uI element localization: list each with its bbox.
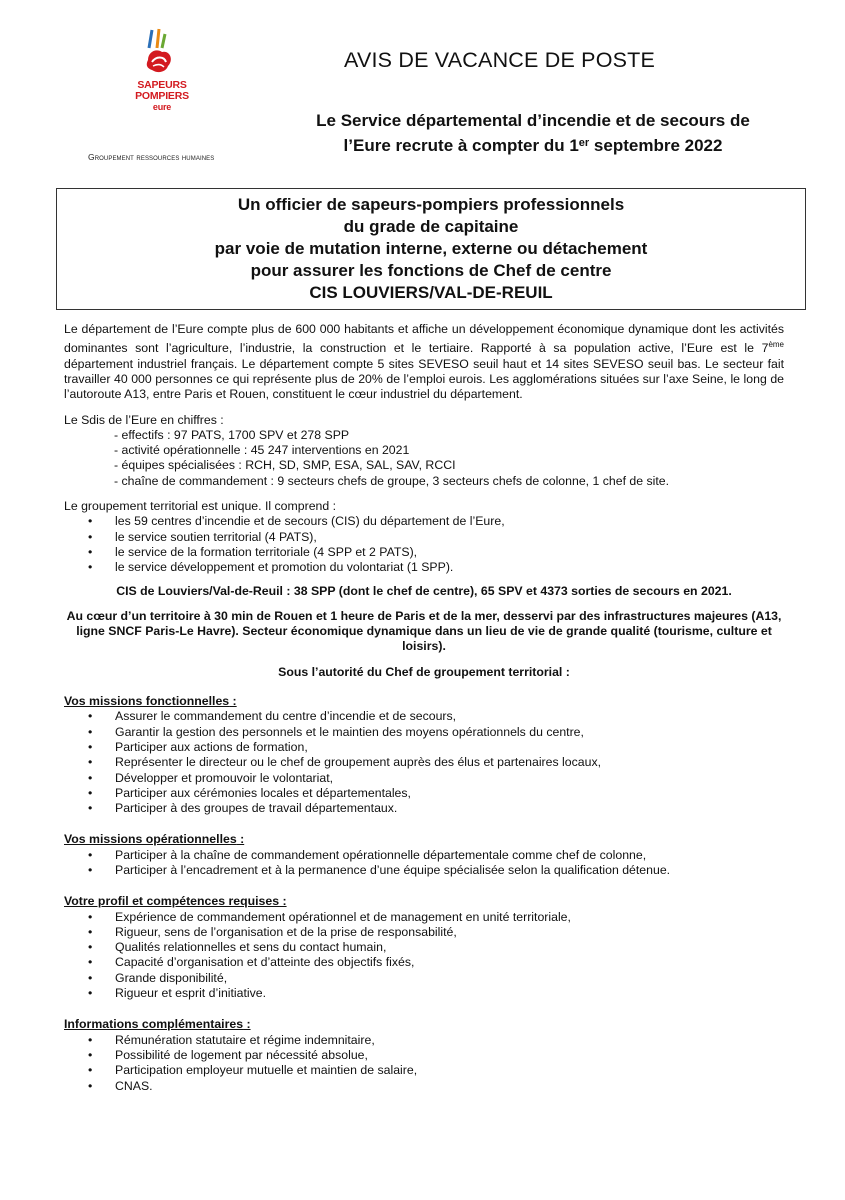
intro-line-1: Le Service départemental d’incendie et de secours de — [316, 111, 750, 130]
section-title-text: Vos missions fonctionnelles — [64, 694, 230, 709]
list-item: • Garantir la gestion des personnels et le maintien des moyens opérationnels du centre, — [64, 725, 784, 740]
list-item: • Représenter le directeur ou le chef de groupement auprès des élus et partenaires locaux, — [64, 755, 784, 770]
intro-paragraph-text-end: département industriel français. Le département compte 5 sites SEVESO seuil haut et 14 sites SEVESO seuil bas. Le secteur fait travailler 40 000 personnes ce qui représente plus de 20% de l’emploi eurois. Les agglomérations situées sur l’axe Seine, le long de l’autoroute A13, entre Paris et Rouen, constituent le cœur industriel du département. — [64, 356, 784, 402]
page-title: AVIS DE VACANCE DE POSTE — [344, 48, 656, 72]
profil-list — [64, 910, 784, 1002]
list-item: - activité opérationnelle : 45 247 interventions en 2021 — [114, 443, 410, 458]
list-item: • le service de la formation territoriale (4 SPP et 2 PATS), — [64, 545, 784, 560]
infos-title — [64, 1017, 784, 1032]
list-item: • Rémunération statutaire et régime indemnitaire, — [64, 1033, 784, 1048]
section-title-text: Vos missions opérationnelles — [64, 832, 237, 847]
section-title-colon: : — [243, 1017, 251, 1032]
list-item: • CNAS. — [64, 1079, 784, 1094]
list-item: • Assurer le commandement du centre d’incendie et de secours, — [64, 709, 784, 724]
list-item: • Rigueur et esprit d’initiative. — [64, 986, 784, 1001]
infos-list — [64, 1033, 784, 1094]
profil-title — [64, 894, 784, 909]
groupement-list — [64, 514, 784, 575]
position-line-4: pour assurer les fonctions de Chef de centre — [250, 261, 612, 280]
list-item: • Participer à l’encadrement et à la permanence d’une équipe spécialisée selon la qualification détenue. — [64, 863, 784, 878]
list-item: • Participer à des groupes de travail départementaux. — [64, 801, 784, 816]
section-title-colon: : — [236, 832, 245, 847]
intro-paragraph — [64, 322, 784, 403]
intro-line-2-sup: er — [578, 137, 590, 149]
list-item: • Participation employeur mutuelle et maintien de salaire, — [64, 1063, 784, 1078]
list-item: • le service soutien territorial (4 PATS), — [64, 530, 784, 545]
cis-stats: CIS de Louviers/Val-de-Reuil : 38 SPP (dont le chef de centre), 65 SPV et 4373 sorties de secours en 2021. — [116, 583, 732, 598]
logo-text — [132, 80, 192, 113]
logo-line-2: POMPIERS — [135, 90, 189, 102]
logo-line-1: SAPEURS — [137, 79, 187, 91]
position-line-2: du grade de capitaine — [343, 217, 519, 236]
list-item: • Participer à la chaîne de commandement opérationnelle départementale comme chef de colonne, — [64, 848, 784, 863]
list-item: - effectifs : 97 PATS, 1700 SPV et 278 SPP — [114, 427, 350, 442]
chiffres-list — [114, 428, 784, 489]
list-item: • Possibilité de logement par nécessité absolue, — [64, 1048, 784, 1063]
position-line-1: Un officier de sapeurs-pompiers professionnels — [237, 195, 625, 214]
position-box — [56, 188, 806, 310]
position-line-5: CIS LOUVIERS/VAL-DE-REUIL — [309, 283, 553, 302]
intro-paragraph-sup: ème — [768, 340, 784, 350]
org-subtitle: Groupement ressources humaines — [88, 152, 215, 162]
logo-line-3: eure — [152, 102, 172, 112]
missions-fonctionnelles-list — [64, 709, 784, 816]
list-item: - chaîne de commandement : 9 secteurs chefs de groupe, 3 secteurs chefs de colonne, 1 chef de site. — [114, 473, 670, 488]
position-line-3: par voie de mutation interne, externe ou détachement — [214, 239, 648, 258]
intro-heading — [260, 108, 806, 158]
list-item: • Capacité d’organisation et d’atteinte des objectifs fixés, — [64, 955, 784, 970]
autorite-line: Sous l’autorité du Chef de groupement territorial : — [278, 664, 570, 679]
missions-operationnelles-list — [64, 848, 784, 879]
list-item: • Expérience de commandement opérationnel et de management en unité territoriale, — [64, 910, 784, 925]
section-title-colon: : — [229, 694, 237, 709]
list-item: • Développer et promouvoir le volontariat, — [64, 771, 784, 786]
chiffres-title: Le Sdis de l’Eure en chiffres : — [64, 412, 224, 427]
territoire-paragraph: Au cœur d’un territoire à 30 min de Rouen et 1 heure de Paris et de la mer, desservi par des infrastructures majeures (A13, ligne SNCF Paris-Le Havre). Secteur économique dynamique dans un lieu de vie de grande qualité (tourisme, culture et loisirs). — [66, 608, 782, 654]
intro-line-2-text: l’Eure recrute à compter du 1 — [343, 136, 579, 155]
groupement-title: Le groupement territorial est unique. Il comprend : — [64, 499, 337, 514]
list-item: • Participer aux cérémonies locales et départementales, — [64, 786, 784, 801]
intro-paragraph-text: Le département de l’Eure compte plus de 600 000 habitants et affiche un développement économique dynamique dont les activités dominantes sont l’agriculture, l’industrie, la construction et le tertiaire. Rapporté à sa population active, l’Eure est le 7 — [64, 322, 784, 356]
list-item: • Qualités relationnelles et sens du contact humain, — [64, 940, 784, 955]
list-item: • les 59 centres d’incendie et de secours (CIS) du département de l’Eure, — [64, 514, 784, 529]
list-item: • le service développement et promotion du volontariat (1 SPP). — [64, 560, 784, 575]
list-item: • Participer aux actions de formation, — [64, 740, 784, 755]
missions-operationnelles-title — [64, 832, 784, 847]
section-title-colon: : — [279, 894, 287, 909]
missions-fonctionnelles-title — [64, 694, 784, 709]
list-item: - équipes spécialisées : RCH, SD, SMP, ESA, SAL, SAV, RCCI — [114, 458, 456, 473]
section-title-text: Informations complémentaires — [64, 1017, 244, 1032]
document-body — [64, 322, 784, 1094]
list-item: • Rigueur, sens de l’organisation et de la prise de responsabilité, — [64, 925, 784, 940]
section-title-text: Votre profil et compétences requises — [64, 894, 280, 909]
intro-line-2 — [260, 133, 806, 158]
intro-line-2-end: septembre 2022 — [589, 136, 723, 155]
list-item: • Grande disponibilité, — [64, 971, 784, 986]
